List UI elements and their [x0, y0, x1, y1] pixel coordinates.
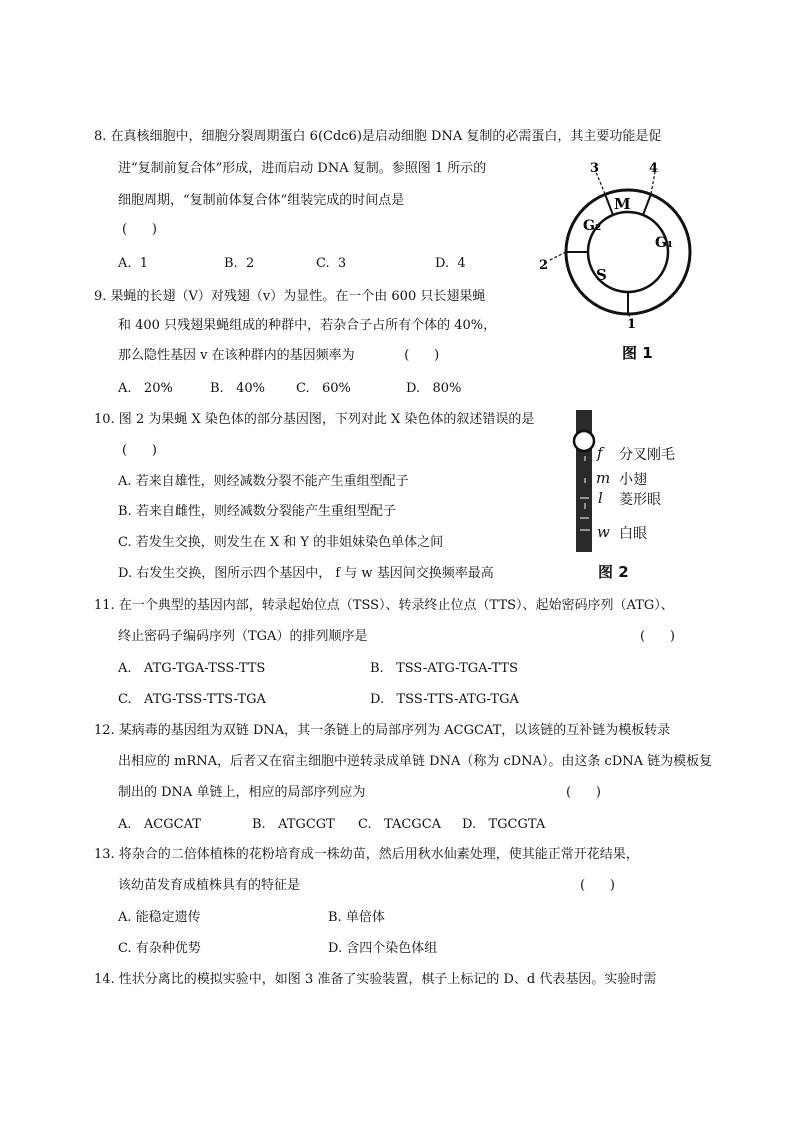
gene-f-name: 分叉刚毛 — [619, 447, 675, 463]
q9-stem-line1: 9. 果蝇的长翅（V）对残翅（v）为显性。在一个由 600 只长翅果蝇 — [94, 289, 486, 304]
q13-option-a: A. 能稳定遗传 — [118, 910, 201, 925]
q11-option-a: A. ATG-TGA-TSS-TTS — [118, 661, 266, 676]
gene-l-symbol: l — [598, 489, 603, 507]
q11-option-c: C. ATG-TSS-TTS-TGA — [118, 692, 266, 707]
q8-option-c: C. 3 — [316, 256, 347, 271]
q11-stem-line1: 11. 在一个典型的基因内部，转录起始位点（TSS）、转录终止位点（TTS）、起始密码序列（ATG）、 — [94, 598, 674, 613]
q8-option-d: D. 4 — [435, 256, 466, 271]
q8-stem-line2: 进“复制前复合体”形成，进而启动 DNA 复制。参照图 1 所示的 — [118, 161, 487, 176]
q8-stem-line1: 8. 在真核细胞中，细胞分裂周期蛋白 6(Cdc6)是启动细胞 DNA 复制的必需蛋白，其主要功能是促 — [94, 129, 662, 144]
q12-stem-line1: 12. 某病毒的基因组为双链 DNA，其一条链上的局部序列为 ACGCAT，以该链的互补链为模板转录 — [94, 723, 671, 738]
q10-option-a: A. 若来自雄性，则经减数分裂不能产生重组型配子 — [118, 474, 409, 489]
gene-w-symbol: w — [597, 523, 610, 541]
q13-option-d: D. 含四个染色体组 — [328, 941, 438, 956]
figure-1-caption: 图 1 — [622, 344, 653, 362]
q8-stem-line3: 细胞周期，“复制前体复合体”组装完成的时间点是 — [118, 193, 405, 208]
q12-stem-line3: 制出的 DNA 单链上，相应的局部序列应为 — [118, 785, 366, 800]
point-4-label: 4 — [649, 161, 659, 176]
q13-stem-line1: 13. 将杂合的二倍体植株的花粉培育成一株幼苗，然后用秋水仙素处理，使其能正常开花结果， — [94, 847, 639, 862]
q11-option-b: B. TSS-ATG-TGA-TTS — [370, 661, 518, 676]
gene-m-symbol: m — [596, 469, 611, 487]
q14-stem-line1: 14. 性状分离比的模拟实验中，如图 3 准备了实验装置，棋子上标记的 D、d 代表基因。实验时需 — [94, 972, 657, 987]
q10-stem-line1: 10. 图 2 为果蝇 X 染色体的部分基因图，下列对此 X 染色体的叙述错误的是 — [94, 412, 535, 427]
figure-1-cell-cycle — [530, 158, 710, 368]
q9-stem-line2: 和 400 只残翅果蝇组成的种群中，若杂合子占所有个体的 40%， — [118, 318, 497, 333]
gene-l-name: 菱形眼 — [619, 492, 661, 508]
q10-answer-paren: ( ) — [122, 443, 157, 458]
q12-option-d: D. TGCGTA — [462, 817, 546, 832]
q12-answer-paren: ( ) — [566, 785, 601, 800]
q12-option-b: B. ATGCGT — [252, 817, 335, 832]
q9-option-c: C. 60% — [296, 381, 351, 396]
q12-option-a: A. ACGCAT — [118, 817, 201, 832]
gene-w-name: 白眼 — [619, 526, 647, 542]
phase-g2-label: G₂ — [583, 218, 602, 234]
q12-option-c: C. TACGCA — [358, 817, 442, 832]
point-3-label: 3 — [590, 161, 600, 176]
phase-s-label: S — [596, 266, 607, 284]
q13-option-b: B. 单倍体 — [328, 910, 385, 925]
q10-option-b: B. 若来自雌性，则经减数分裂能产生重组型配子 — [118, 504, 396, 519]
q9-option-b: B. 40% — [210, 381, 265, 396]
q11-stem-line2: 终止密码子编码序列（TGA）的排列顺序是 — [118, 629, 368, 644]
q8-option-a: A. 1 — [118, 256, 149, 271]
q9-option-a: A. 20% — [118, 381, 173, 396]
q8-answer-paren: ( ) — [122, 222, 157, 237]
gene-f-symbol: f — [597, 444, 603, 462]
q12-stem-line2: 出相应的 mRNA，后者又在宿主细胞中逆转录成单链 DNA（称为 cDNA）。由这条 cDNA 链为模板复 — [118, 754, 713, 769]
point-2-label: 2 — [539, 258, 549, 273]
q11-answer-paren: ( ) — [640, 629, 675, 644]
phase-m-label: M — [614, 195, 631, 213]
q8-option-b: B. 2 — [224, 256, 255, 271]
q11-option-d: D. TSS-TTS-ATG-TGA — [370, 692, 519, 707]
figure-2-x-chromosome — [570, 406, 690, 581]
q10-option-c: C. 若发生交换，则发生在 X 和 Y 的非姐妹染色单体之间 — [118, 535, 444, 550]
figure-2-caption: 图 2 — [598, 563, 629, 581]
gene-m-name: 小翅 — [619, 472, 647, 488]
q13-answer-paren: ( ) — [580, 878, 615, 893]
q9-option-d: D. 80% — [406, 381, 462, 396]
phase-g1-label: G₁ — [655, 235, 674, 251]
q13-stem-line2: 该幼苗发育成植株具有的特征是 — [118, 878, 301, 893]
q9-stem-line3: 那么隐性基因 v 在该种群内的基因频率为 ( ) — [118, 348, 440, 363]
q10-option-d: D. 右发生交换，图所示四个基因中， f 与 w 基因间交换频率最高 — [118, 566, 494, 581]
q13-option-c: C. 有杂种优势 — [118, 941, 201, 956]
point-1-label: 1 — [627, 317, 637, 332]
